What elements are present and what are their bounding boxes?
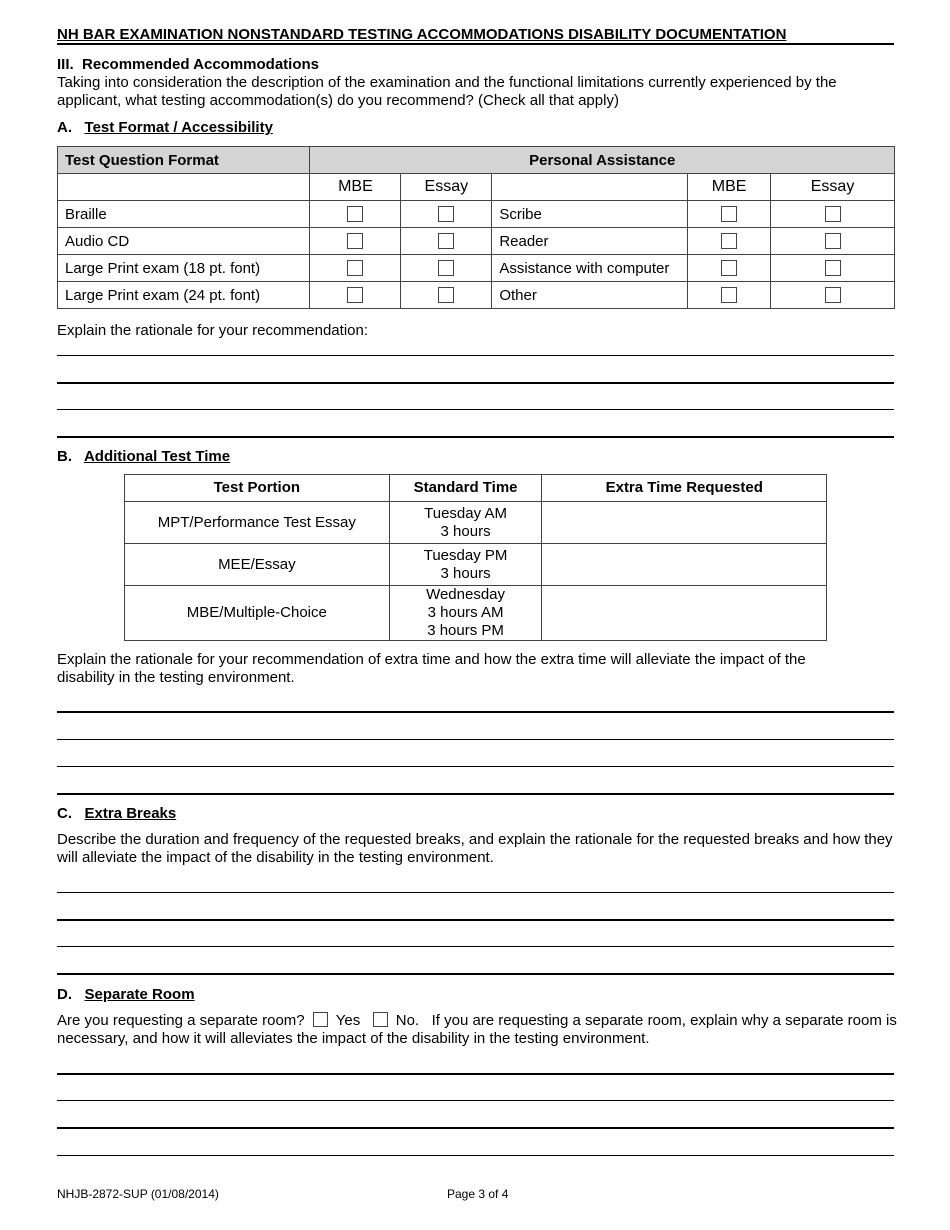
scribe-essay-checkbox[interactable]	[825, 206, 841, 222]
accessibility-table	[57, 146, 895, 309]
test-portion-cell: MBE/Multiple-Choice	[125, 586, 390, 641]
table-row	[125, 544, 827, 586]
section-c-prompt: Describe the duration and frequency of the requested breaks, and explain the rationale for the requested breaks and how they will alleviate the impact of the disability in the testing environment.	[57, 831, 893, 866]
section-a-rationale-prompt: Explain the rationale for your recommendation:	[57, 322, 369, 339]
computer-mbe-checkbox[interactable]	[721, 260, 737, 276]
braille-mbe-checkbox[interactable]	[347, 206, 363, 222]
section-c-letter: C.	[57, 805, 72, 822]
section-d-heading	[57, 986, 195, 1004]
standard-time-header: Standard Time	[389, 475, 542, 502]
accessibility-subheader-row	[58, 174, 895, 201]
table-row	[58, 282, 895, 309]
format-large-print-18-label: Large Print exam (18 pt. font)	[58, 255, 310, 282]
section-a-heading	[57, 119, 273, 137]
table-row	[125, 502, 827, 544]
section-d-title: Separate Room	[84, 986, 195, 1003]
large-print-24-mbe-checkbox[interactable]	[347, 287, 363, 303]
audio-cd-essay-checkbox[interactable]	[438, 233, 454, 249]
test-time-table	[124, 474, 827, 641]
table-row	[58, 255, 895, 282]
section-d-writing-line[interactable]	[57, 1155, 894, 1156]
standard-time-cell: Tuesday PM 3 hours	[389, 544, 542, 586]
section-b-writing-line[interactable]	[57, 711, 894, 713]
col-mbe-left: MBE	[310, 174, 401, 201]
section-d-writing-line[interactable]	[57, 1100, 894, 1101]
col-essay-left: Essay	[401, 174, 492, 201]
reader-mbe-checkbox[interactable]	[721, 233, 737, 249]
extra-time-input-cell[interactable]	[542, 544, 827, 586]
separate-room-prompt: If you are requesting a separate room, explain why a separate room is necessary, and how it will alleviates the impact of the disability in the testing environment.	[57, 1012, 897, 1047]
large-print-18-essay-checkbox[interactable]	[438, 260, 454, 276]
extra-time-header: Extra Time Requested	[542, 475, 827, 502]
reader-essay-checkbox[interactable]	[825, 233, 841, 249]
section-d-writing-line[interactable]	[57, 1127, 894, 1129]
braille-essay-checkbox[interactable]	[438, 206, 454, 222]
test-question-format-header: Test Question Format	[58, 147, 310, 174]
blank-cell	[58, 174, 310, 201]
section-c-title: Extra Breaks	[84, 805, 177, 822]
section-3-number: III.	[57, 56, 74, 73]
separate-room-yes-label: Yes	[335, 1012, 361, 1029]
section-b-rationale-prompt: Explain the rationale for your recommendation of extra time and how the extra time will alleviate the impact of the disability in the testing environment.	[57, 651, 806, 686]
section-b-title: Additional Test Time	[83, 448, 231, 465]
accessibility-header-row	[58, 147, 895, 174]
page-number: Page 3 of 4	[447, 1187, 509, 1201]
section-b-writing-line[interactable]	[57, 739, 894, 740]
section-a-writing-line[interactable]	[57, 382, 894, 384]
table-row	[58, 228, 895, 255]
section-a-writing-line[interactable]	[57, 355, 894, 356]
standard-time-cell: Wednesday 3 hours AM 3 hours PM	[389, 586, 542, 641]
test-time-header-row	[125, 475, 827, 502]
blank-cell	[492, 174, 688, 201]
test-portion-cell: MPT/Performance Test Essay	[125, 502, 390, 544]
table-row	[58, 201, 895, 228]
section-a-letter: A.	[57, 119, 72, 136]
section-b-writing-line[interactable]	[57, 793, 894, 795]
computer-essay-checkbox[interactable]	[825, 260, 841, 276]
audio-cd-mbe-checkbox[interactable]	[347, 233, 363, 249]
other-essay-checkbox[interactable]	[825, 287, 841, 303]
title-double-rule	[57, 44, 894, 45]
section-3-heading	[57, 56, 319, 74]
section-c-writing-line[interactable]	[57, 973, 894, 975]
test-portion-header: Test Portion	[125, 475, 390, 502]
extra-time-input-cell[interactable]	[542, 586, 827, 641]
format-braille-label: Braille	[58, 201, 310, 228]
separate-room-no-label: No.	[395, 1012, 420, 1029]
section-a-writing-line[interactable]	[57, 409, 894, 410]
section-b-letter: B.	[57, 448, 72, 465]
scribe-mbe-checkbox[interactable]	[721, 206, 737, 222]
format-audio-cd-label: Audio CD	[58, 228, 310, 255]
assist-reader-label: Reader	[492, 228, 688, 255]
document-title: NH BAR EXAMINATION NONSTANDARD TESTING ACCOMMODATIONS DISABILITY DOCUMENTATION	[57, 26, 894, 44]
col-essay-right: Essay	[771, 174, 895, 201]
large-print-24-essay-checkbox[interactable]	[438, 287, 454, 303]
section-d-paragraph	[57, 1012, 897, 1048]
other-mbe-checkbox[interactable]	[721, 287, 737, 303]
section-b-heading	[57, 448, 230, 466]
section-c-heading	[57, 805, 176, 823]
section-a-writing-line[interactable]	[57, 436, 894, 438]
section-a-title: Test Format / Accessibility	[84, 119, 273, 136]
format-large-print-24-label: Large Print exam (24 pt. font)	[58, 282, 310, 309]
extra-time-input-cell[interactable]	[542, 502, 827, 544]
section-b-writing-line[interactable]	[57, 766, 894, 767]
section-3-intro: Taking into consideration the description of the examination and the functional limitations currently experienced by the applicant, what testing accommodation(s) do you recommend? (Check all that apply)	[57, 74, 837, 109]
separate-room-question: Are you requesting a separate room?	[57, 1012, 305, 1029]
assist-other-label: Other	[492, 282, 688, 309]
assist-scribe-label: Scribe	[492, 201, 688, 228]
section-c-writing-line[interactable]	[57, 919, 894, 921]
section-d-letter: D.	[57, 986, 72, 1003]
form-id: NHJB-2872-SUP (01/08/2014)	[57, 1187, 219, 1201]
large-print-18-mbe-checkbox[interactable]	[347, 260, 363, 276]
separate-room-no-checkbox[interactable]	[373, 1012, 388, 1027]
col-mbe-right: MBE	[688, 174, 771, 201]
standard-time-cell: Tuesday AM 3 hours	[389, 502, 542, 544]
table-row	[125, 586, 827, 641]
personal-assistance-header: Personal Assistance	[310, 147, 895, 174]
test-portion-cell: MEE/Essay	[125, 544, 390, 586]
section-3-title: Recommended Accommodations	[82, 56, 320, 73]
separate-room-yes-checkbox[interactable]	[313, 1012, 328, 1027]
section-d-writing-line[interactable]	[57, 1073, 894, 1075]
assist-computer-label: Assistance with computer	[492, 255, 688, 282]
section-c-writing-line[interactable]	[57, 892, 894, 893]
section-c-writing-line[interactable]	[57, 946, 894, 947]
